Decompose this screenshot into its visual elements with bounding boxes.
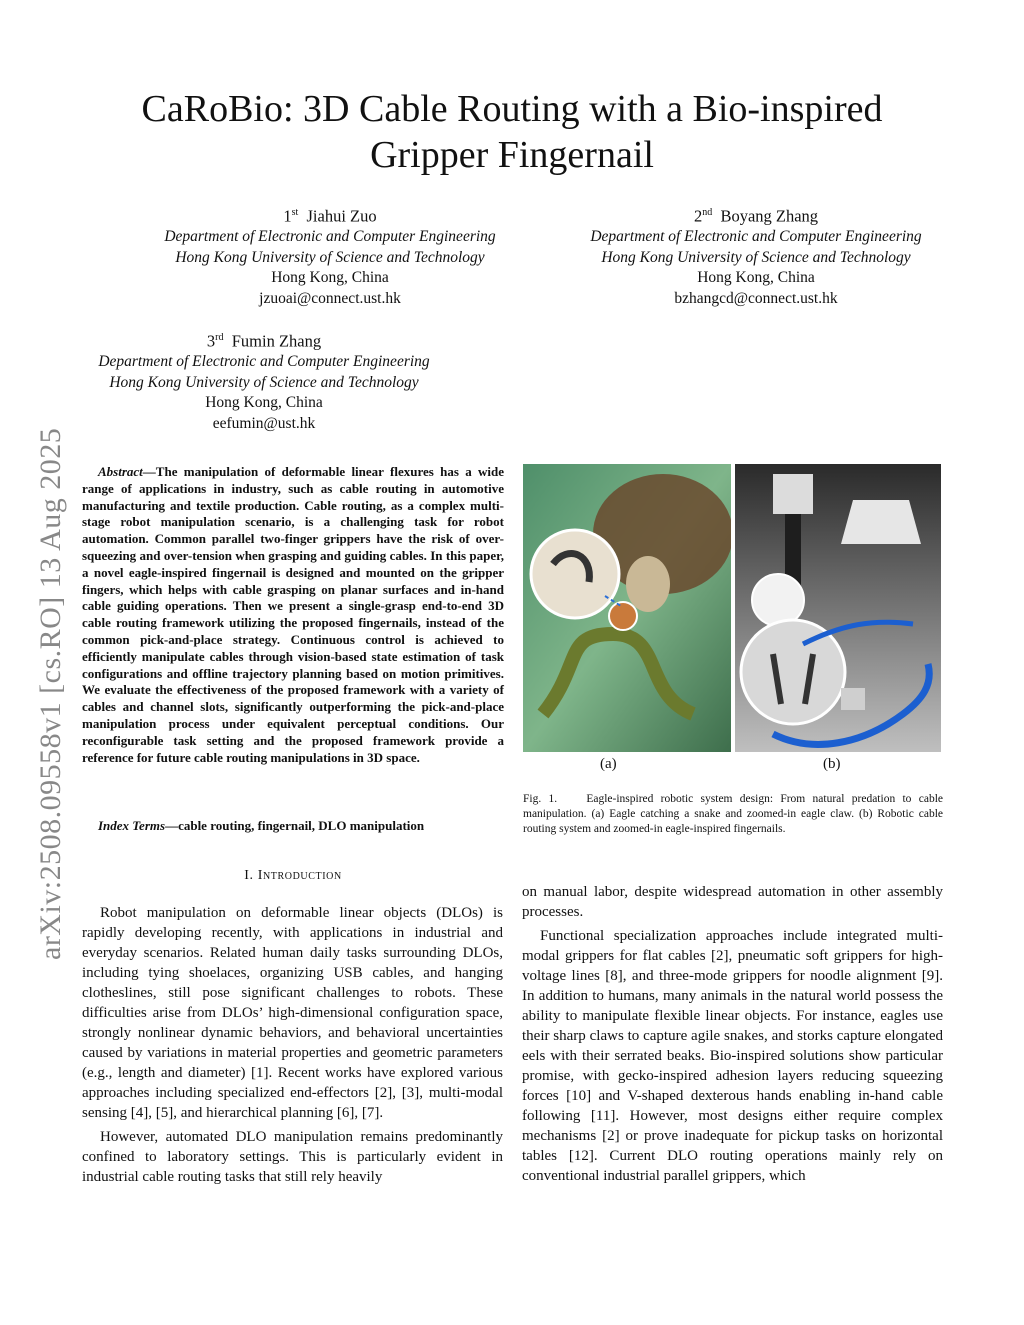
robot-arm-part — [773, 474, 813, 514]
paragraph: Functional specialization approaches include integrated multi-modal grippers for flat cables [2], pneumatic soft grippers for high-voltage lines [8], and three-mode grippers for noodle alignment [9]. In addition to humans, many animals in the natural world possess the ability to manipulate flexible linear objects. For instance, eagles use their sharp claws to capture agile snakes, and storks capture elongated eels with their serrated beaks. Bio-inspired solutions show particular promise, with gecko-inspired adhesion layers reducing squeezing forces [10] and V-shaped dexterous hands enabling in-hand cable following [11]. However, most designs either require complex mechanisms [2] or prove inadequate for pickup tasks on horizontal tables [12]. Current DLO routing operations mainly rely on conventional industrial parallel grippers, which — [522, 928, 943, 1184]
index-terms — [82, 818, 504, 835]
figure-caption: Fig. 1. Eagle-inspired robotic system design: From natural predation to cable manipulation. (a) Eagle catching a snake and zoomed-in eagle claw. (b) Robotic cable routing system and zoomed-in eagle-inspired fingernails. — [523, 793, 946, 836]
zoom-claw-circle — [531, 530, 619, 618]
paragraph: However, automated DLO manipulation remains predominantly confined to laboratory settings. This is particularly evident in industrial cable routing tasks that still rely heavily — [82, 1129, 503, 1185]
section-number: I. — [244, 868, 254, 883]
author-city: Hong Kong, China — [697, 269, 815, 286]
author-city: Hong Kong, China — [205, 394, 323, 411]
arxiv-stamp-text: arXiv:2508.09558v1 [cs.RO] 13 Aug 2025 — [34, 427, 67, 960]
author-email: jzuoai@connect.ust.hk — [259, 289, 401, 307]
index-terms-text: —cable routing, fingernail, DLO manipulation — [165, 818, 425, 833]
index-terms-lead: Index Terms — [98, 818, 166, 833]
abstract — [82, 464, 504, 766]
author-block-3 — [58, 328, 470, 434]
author-city: Hong Kong, China — [271, 269, 389, 286]
section-title: Introduction — [257, 868, 342, 883]
zoom-fingernail-circle — [741, 620, 845, 724]
author-email: bzhangcd@connect.ust.hk — [674, 289, 838, 307]
abstract-lead: Abstract — [98, 464, 143, 479]
author-name: 1st Jiahui Zuo — [283, 206, 377, 226]
lamp — [841, 500, 921, 544]
section-heading — [82, 868, 504, 884]
author-block-2 — [550, 203, 962, 309]
paragraph: Robot manipulation on deformable linear objects (DLOs) is rapidly developing recently, with applications in industrial and everyday scenarios. Related human daily tasks surrounding DLOs, including tying shoelaces, organizing USB cables, and hanging clotheslines, still pose significant challenges to robots. These difficulties arise from DLOs’ high-dimensional configuration space, strongly nonlinear dynamic behaviors, and behavioral uncertainties caused by variations in material properties and geometric parameters (e.g., length and diameter) [1]. Recent works have explored various approaches including specialized end-effectors [2], [3], multi-modal sensing [4], [5], and hierarchical planning [6], [7]. — [82, 905, 503, 1121]
author-department: Department of Electronic and Computer Engineering — [164, 228, 496, 245]
figure-image — [523, 464, 941, 752]
paragraph: on manual labor, despite widespread automation in other assembly processes. — [522, 884, 943, 920]
zoom-gripper-circle-small — [752, 574, 804, 626]
abstract-text: —The manipulation of deformable linear flexures has a wide range of applications in industry, such as cable routing in automotive manufacturing and textile production. Cable routing, as a complex multi-stage robot manipulation scenario, is a challenging task for robot automation. Common parallel two-finger grippers have the risk of over-squeezing and over-tension when grasping and guiding cables. In this paper, a novel eagle-inspired fingernail is designed and mounted on the gripper fingers, which helps with cable grasping on planar surfaces and in-hand cable guiding operations. Then we present a single-grasp end-to-end 3D cable routing framework utilizing the proposed fingernails, instead of the common pick-and-place strategy. Continuous control is achieved to efficiently manipulate cables through vision-based state estimation of task configurations and offline trajectory planning based on motion primitives. We evaluate the effectiveness of the proposed framework with a variety of cables and channel slots, significantly outperforming the pick-and-place manipulation process under equivalent perceptual conditions. Our reconfigurable task setting and the proposed framework provide a reference for future cable routing manipulations in 3D space. — [82, 464, 504, 765]
paper-title: CaRoBio: 3D Cable Routing with a Bio-inspired Gripper Fingernail — [141, 88, 883, 176]
small-zoom-circle — [609, 602, 637, 630]
author-email: eefumin@ust.hk — [212, 414, 316, 432]
figure-label-b: (b) — [823, 756, 841, 772]
figure-1 — [523, 464, 941, 752]
arxiv-side-stamp — [14, 370, 67, 960]
author-name: 3rd Fumin Zhang — [206, 331, 322, 351]
author-block-1 — [120, 203, 540, 309]
left-column-body — [82, 903, 503, 1187]
figure-label-a: (a) — [600, 756, 617, 772]
author-name: 2nd Boyang Zhang — [693, 206, 819, 226]
author-university: Hong Kong University of Science and Technology — [601, 248, 911, 266]
eagle-head — [626, 556, 670, 612]
author-university: Hong Kong University of Science and Technology — [175, 248, 485, 266]
author-department: Department of Electronic and Computer Engineering — [98, 353, 430, 370]
channel-slot — [841, 688, 865, 710]
author-university: Hong Kong University of Science and Technology — [109, 373, 419, 391]
author-department: Department of Electronic and Computer Engineering — [590, 228, 922, 245]
right-column-body — [522, 882, 943, 1186]
